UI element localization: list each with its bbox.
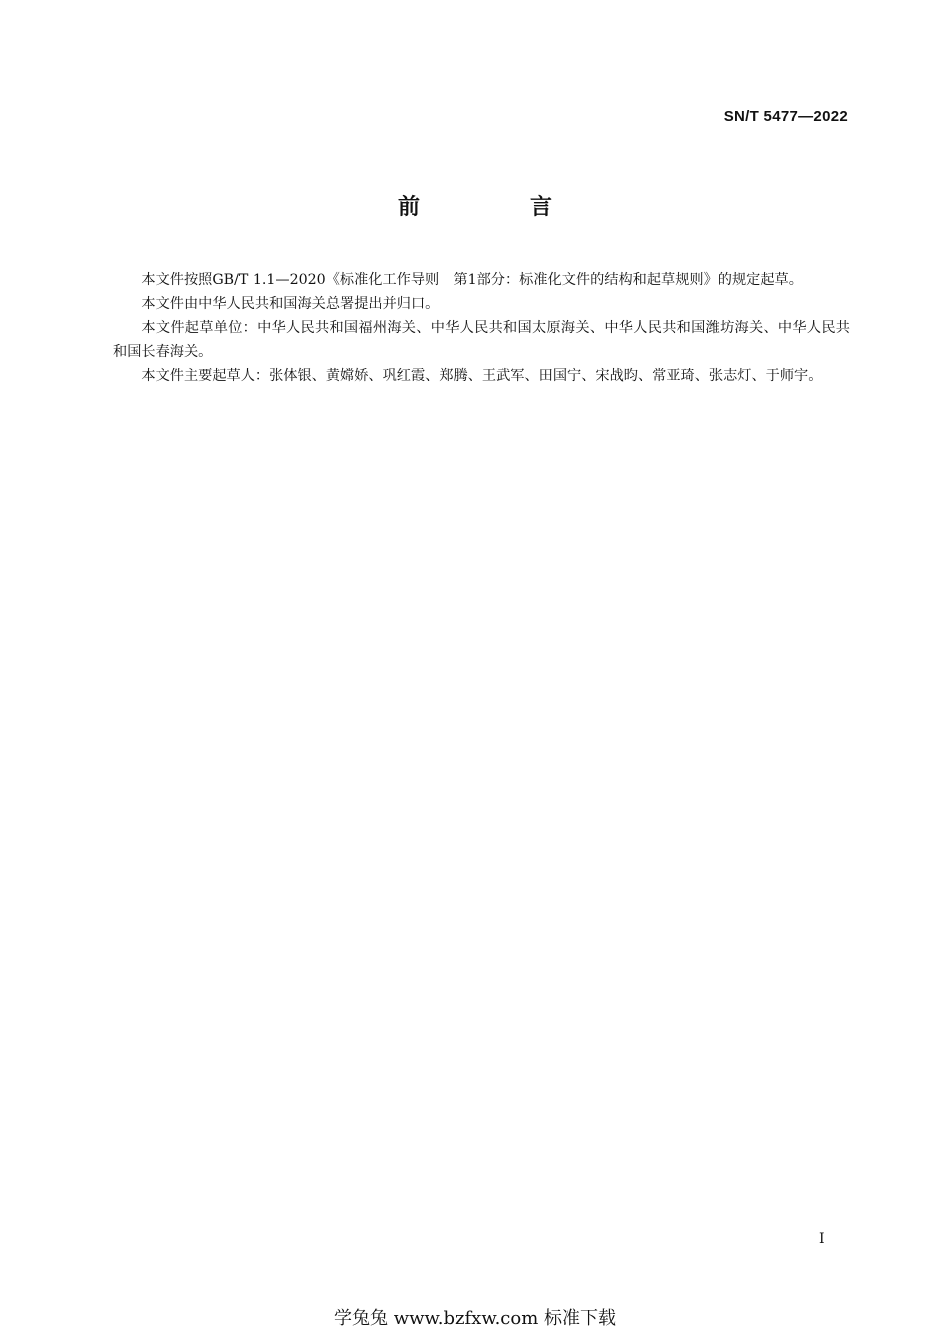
standard-code: SN/T 5477—2022	[723, 108, 848, 125]
footer-watermark: 学兔兔 www.bzfxw.com 标准下载	[333, 1308, 617, 1329]
foreword-body	[113, 268, 850, 388]
paragraph-drafting-rules: 本文件按照GB/T 1.1—2020《标准化工作导则 第1部分：标准化文件的结构和起草规则》的规定起草。	[141, 272, 803, 288]
paragraph-drafters: 本文件主要起草人：张体银、黄嫦娇、巩红霞、郑腾、王武军、田国宁、宋战昀、常亚琦、张志灯、于师宇。	[141, 368, 823, 384]
page-title: 前 言	[397, 195, 596, 220]
paragraph-proposer: 本文件由中华人民共和国海关总署提出并归口。	[141, 296, 440, 312]
paragraph-drafting-units: 本文件起草单位：中华人民共和国福州海关、中华人民共和国太原海关、中华人民共和国潍坊海关、中华人民共和国长春海关。	[113, 320, 850, 360]
page-number: I	[819, 1231, 825, 1247]
